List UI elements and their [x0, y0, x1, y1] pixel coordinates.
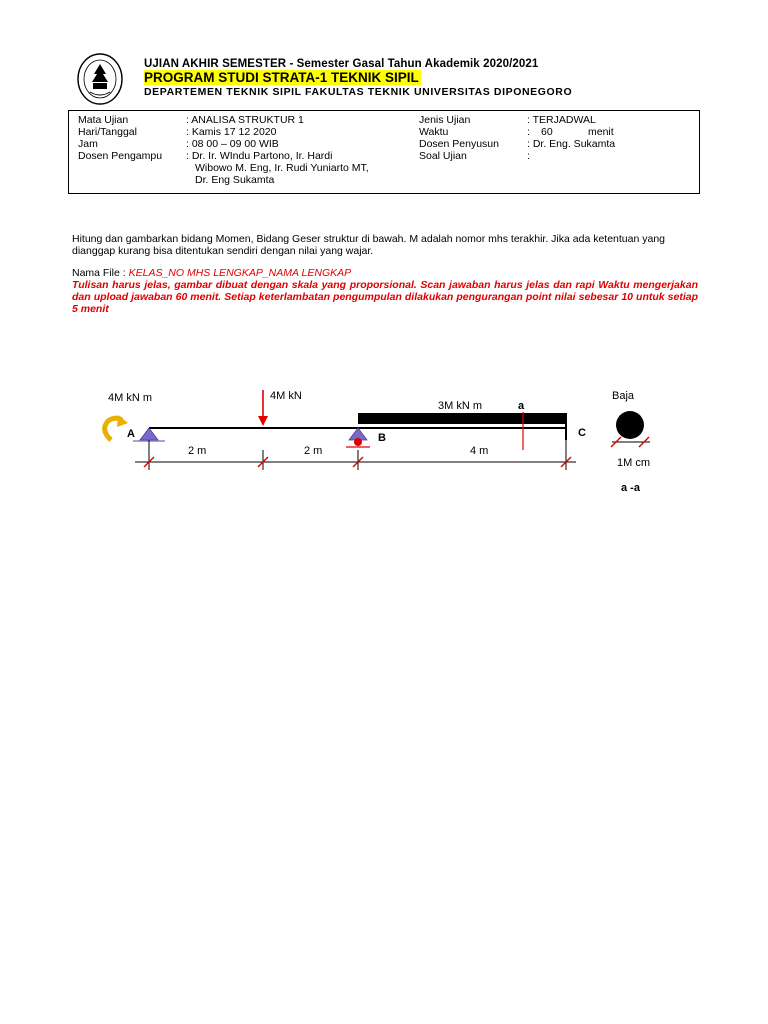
material-label: Baja	[612, 390, 635, 402]
distributed-load-label: 3M kN m	[438, 400, 482, 412]
mata-ujian-value: : ANALISA STRUKTUR 1	[186, 114, 304, 126]
steel-section	[616, 411, 644, 439]
soal-value: :	[527, 150, 530, 162]
diameter-label: 1M cm	[617, 457, 650, 469]
waktu-label: Waktu	[419, 126, 449, 138]
department-title: DEPARTEMEN TEKNIK SIPIL FAKULTAS TEKNIK UNIVERSITAS DIPONEGORO	[144, 86, 573, 98]
support-a	[140, 428, 158, 440]
beam-diagram	[0, 370, 768, 510]
beam-bc	[358, 413, 566, 424]
moment-load-label: 4M kN m	[108, 392, 152, 404]
section-mark: a	[518, 400, 525, 412]
jenis-label: Jenis Ujian	[419, 114, 471, 126]
hari-label: Hari/Tanggal	[78, 126, 137, 138]
support-a-label: A	[127, 428, 135, 440]
filename-line	[72, 267, 351, 279]
end-c-label: C	[578, 427, 586, 439]
exam-info-box	[68, 110, 700, 194]
support-b-label: B	[378, 432, 386, 444]
moment-arrowhead	[117, 415, 128, 427]
waktu-colon: :	[527, 126, 530, 138]
jenis-value: : TERJADWAL	[527, 114, 596, 126]
dosen-value-3: Dr. Eng Sukamta	[195, 174, 275, 186]
penyusun-label: Dosen Penyusun	[419, 138, 499, 150]
program-title-text: PROGRAM STUDI STRATA-1 TEKNIK SIPIL	[144, 70, 419, 85]
dosen-value-1: : Dr. Ir. WIndu Partono, Ir. Hardi	[186, 150, 333, 162]
red-note: Tulisan harus jelas, gambar dibuat dengan skala yang proporsional. Scan jawaban harus jelas dan rapi Waktu mengerjakan dan upload jawaban 60 menit. Setiap keterlambatan pengumpulan dilakukan pengurangan point nilai sebesar 10 untuk setiap 5 menit	[72, 279, 698, 315]
filename-label: Nama File :	[72, 267, 126, 279]
jam-label: Jam	[78, 138, 98, 150]
soal-label: Soal Ujian	[419, 150, 467, 162]
program-title	[144, 70, 421, 85]
penyusun-value: : Dr. Eng. Sukamta	[527, 138, 616, 150]
jam-value: : 08 00 – 09 00 WIB	[186, 138, 279, 150]
dim-2: 2 m	[304, 445, 323, 457]
dosen-value-2: Wibowo M. Eng, Ir. Rudi Yuniarto MT,	[195, 162, 369, 174]
waktu-unit: menit	[588, 126, 614, 138]
section-label: a -a	[621, 482, 640, 494]
university-logo	[76, 52, 124, 106]
dim-1: 2 m	[188, 445, 207, 457]
exam-title: UJIAN AKHIR SEMESTER - Semester Gasal Tahun Akademik 2020/2021	[144, 58, 539, 70]
waktu-value: 60	[541, 126, 553, 138]
hari-value: : Kamis 17 12 2020	[186, 126, 277, 138]
point-load-label: 4M kN	[270, 390, 302, 402]
filename-value: KELAS_NO MHS LENGKAP_NAMA LENGKAP	[128, 267, 352, 279]
instructions-text: Hitung dan gambarkan bidang Momen, Bidang Geser struktur di bawah. M adalah nomor mhs terakhir. Jika ada ketentuan yang dianggap kurang bisa ditentukan sendiri dengan nilai yang wajar.	[72, 233, 666, 257]
point-load-head	[258, 416, 268, 426]
mata-ujian-label: Mata Ujian	[78, 114, 129, 126]
dim-3: 4 m	[470, 445, 489, 457]
dosen-label: Dosen Pengampu	[78, 150, 163, 162]
